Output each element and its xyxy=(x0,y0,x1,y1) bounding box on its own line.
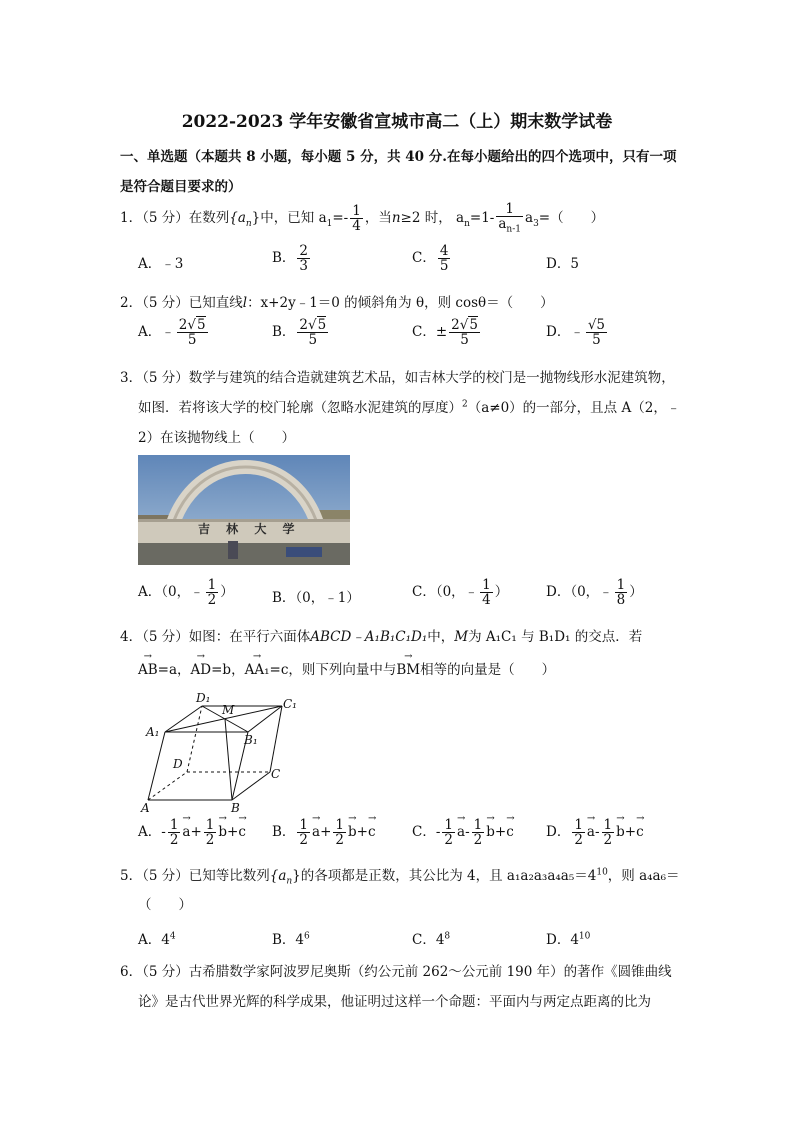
parallelepiped-diagram xyxy=(140,690,315,815)
edge-cc1 xyxy=(270,706,282,772)
label-c1: C₁ xyxy=(283,697,297,711)
question-6: 6．（5 分）古希腊数学家阿波罗尼奥斯（约公元前 262～公元前 190 年）的著作《圆锥曲线 xyxy=(120,964,672,980)
page-title: 2022-2023 学年安徽省宣城市高二（上）期末数学试卷 xyxy=(181,112,613,132)
question-3: 3．（5 分）数学与建筑的结合造就建筑艺术品，如吉林大学的校门是一抛物线形水泥建筑物， xyxy=(120,370,675,386)
question-4-line2: → AB=a，→ AD=b，→ AA₁=c，则下列向量中与→ BM相等的向量是（ ） xyxy=(138,658,555,678)
q1-option-c[interactable]: C． $\frac{4}{5}$ xyxy=(412,243,449,275)
q2-option-a[interactable]: A．﹣ $\frac{2√5}{5}$ xyxy=(138,317,206,349)
section-heading: 一、单选题（本题共 8 小题，每小题 5 分，共 40 分.在每小题给出的四个选项中，只有一项 xyxy=(120,149,677,165)
label-d1: D₁ xyxy=(196,691,211,705)
question-4: 4．（5 分）如图：在平行六面体ABCD﹣A₁B₁C₁D₁中，M为 A₁C₁ 与 B₁D₁ 的交点．若 xyxy=(120,629,643,645)
q1-option-b[interactable]: B． $\frac{2}{3}$ xyxy=(272,243,309,275)
q4-option-b[interactable]: B． $\frac{1}{2}$ → a+ $\frac{1}{2}$ → b+→ c xyxy=(272,818,376,847)
label-a1: A₁ xyxy=(146,725,160,739)
question-6-line2: 论》是古代世界光辉的科学成果，他证明过这样一个命题：平面内与两定点距离的比为 xyxy=(138,994,651,1010)
question-5: 5．（5 分）已知等比数列$\{a_n\}$的各项都是正数，其公比为 4，且 $a_1a_2a_3a_4a_5=4^{10}$，则 a₄a₆＝ xyxy=(120,867,680,887)
q4-option-a[interactable]: A．- $\frac{1}{2}$ → a+ $\frac{1}{2}$ → b+→ c xyxy=(138,818,246,847)
q5-option-a[interactable]: A．$4^4$ xyxy=(138,931,176,948)
section-heading-cont: 是符合题目要求的） xyxy=(120,179,242,195)
q1-option-a[interactable]: A．﹣3 xyxy=(138,256,184,272)
label-b1: B₁ xyxy=(244,733,258,747)
label-b: B xyxy=(231,801,240,815)
q5-option-d[interactable]: D．$4^{10}$ xyxy=(546,931,591,948)
q4-option-d[interactable]: D． $\frac{1}{2}$ → a- $\frac{1}{2}$ → b+→ c xyxy=(546,818,644,847)
edge-dd1 xyxy=(187,706,202,772)
gate-sign: 吉 林 大 学 xyxy=(198,522,301,536)
question-3-line3: 2）在该抛物线上（ ） xyxy=(138,430,296,446)
question-1: 1．（5 分）在数列$\{a_n\}$中，已知 $a_1=-$ $\frac{1}{4}$ ，当n≥2 时， $a_n=1-$ $\frac{1}{a_{n-1}}$ $a_3=$（ ） xyxy=(120,201,605,235)
q1-option-d[interactable]: D．5 xyxy=(546,256,579,272)
question-2: 2．（5 分）已知直线l：x+2y﹣1＝0 的倾斜角为 θ，则 cosθ＝（ ） xyxy=(120,295,554,311)
university-gate-photo xyxy=(138,455,350,565)
label-m: M xyxy=(222,703,235,717)
label-a: A xyxy=(141,801,150,815)
label-d: D xyxy=(173,757,183,771)
q5-option-b[interactable]: B．$4^6$ xyxy=(272,931,310,948)
q3-option-d[interactable]: D．（0，﹣ $\frac{1}{8}$ ） xyxy=(546,577,643,609)
q2-option-b[interactable]: B． $\frac{2√5}{5}$ xyxy=(272,317,327,349)
q2-option-d[interactable]: D．﹣ $\frac{√5}{5}$ xyxy=(546,317,606,349)
q3-option-b[interactable]: B．（0，﹣1） xyxy=(272,590,360,606)
q4-option-c[interactable]: C．- $\frac{1}{2}$ → a- $\frac{1}{2}$ → b+→ c xyxy=(412,818,514,847)
edge-aa1 xyxy=(148,732,165,800)
q2-option-c[interactable]: C．± $\frac{2√5}{5}$ xyxy=(412,317,478,349)
label-c: C xyxy=(271,767,281,781)
segment-bm xyxy=(225,719,232,800)
question-5-line2: （ ） xyxy=(138,897,192,913)
question-3-line2: 如图．若将该大学的校门轮廓（忽略水泥建筑的厚度）$^2$（a≠0）的一部分，且点 A（2，﹣ xyxy=(138,399,681,416)
gate-image xyxy=(138,455,350,565)
q3-option-c[interactable]: C．（0，﹣ $\frac{1}{4}$ ） xyxy=(412,577,509,609)
q5-option-c[interactable]: C．$4^8$ xyxy=(412,931,451,948)
q3-option-a[interactable]: A．（0，﹣ $\frac{1}{2}$ ） xyxy=(138,577,234,609)
